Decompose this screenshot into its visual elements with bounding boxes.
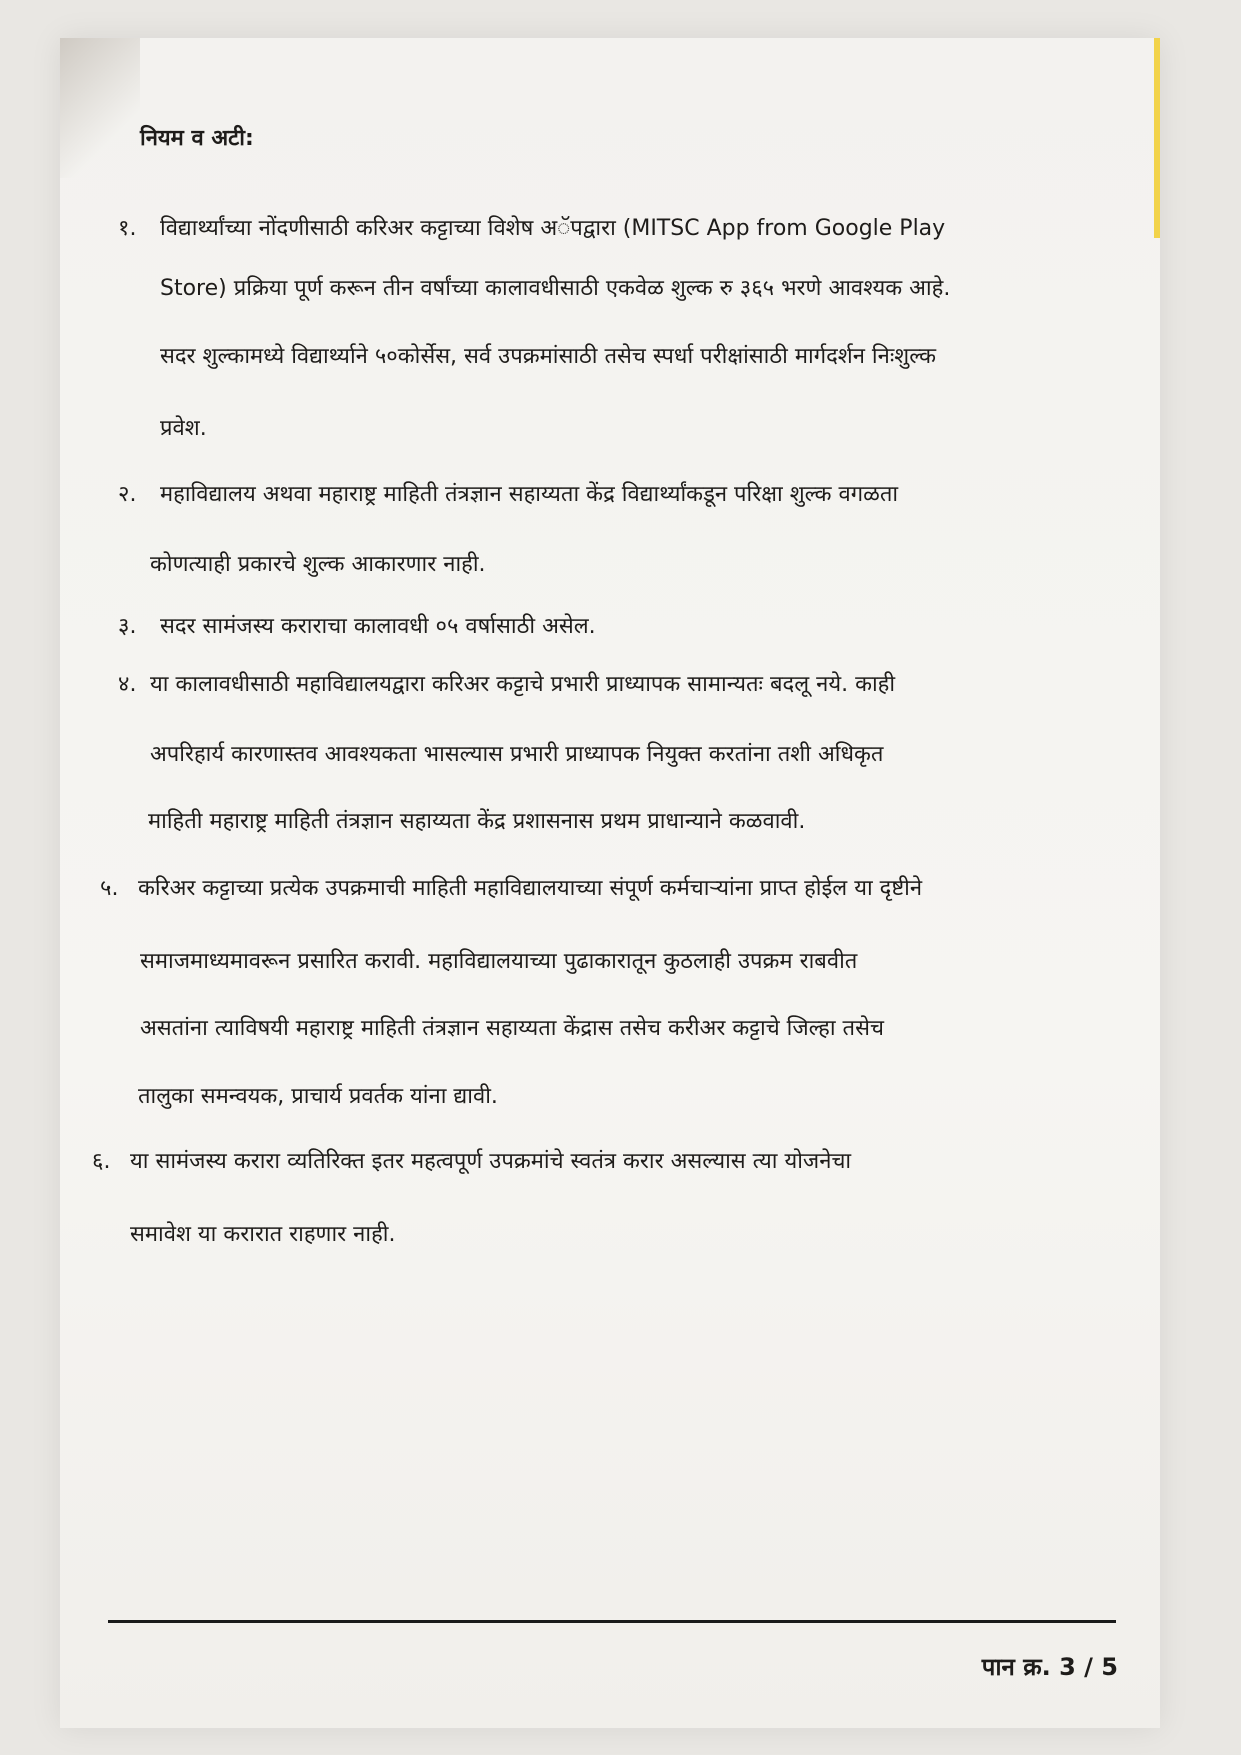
item-number: १. <box>118 216 137 241</box>
item-number: ६. <box>92 1149 111 1174</box>
item-6-line-2: समावेश या करारात राहणार नाही. <box>130 1222 396 1247</box>
footer-divider <box>108 1620 1116 1623</box>
item-5-line-2: समाजमाध्यमावरून प्रसारित करावी. महाविद्यालयाच्या पुढाकारातून कुठलाही उपक्रम राबवीत <box>140 949 858 974</box>
item-4-line-1: या कालावधीसाठी महाविद्यालयद्वारा करिअर कट्टाचे प्रभारी प्राध्यापक सामान्यतः बदलू नये. काही <box>150 672 896 697</box>
item-1-line-2: Store) प्रक्रिया पूर्ण करून तीन वर्षांच्या कालावधीसाठी एकवेळ शुल्क रु ३६५ भरणे आवश्यक आहे. <box>160 276 951 301</box>
page-number <box>982 1650 1118 1683</box>
item-number: ५. <box>100 876 119 901</box>
item-4-line-2: अपरिहार्य कारणास्तव आवश्यकता भासल्यास प्रभारी प्राध्यापक नियुक्त करतांना तशी अधिकृत <box>150 742 884 767</box>
item-2-line-1: महाविद्यालय अथवा महाराष्ट्र माहिती तंत्रज्ञान सहाय्यता केंद्र विद्यार्थ्यांकडून परिक्षा शुल्क वगळता <box>160 482 899 507</box>
item-1-line-4: प्रवेश. <box>160 416 207 441</box>
item-2-line-2: कोणत्याही प्रकारचे शुल्क आकारणार नाही. <box>150 552 486 577</box>
item-1-line-1: विद्यार्थ्यांच्या नोंदणीसाठी करिअर कट्टाच्या विशेष अॅपद्वारा (MITSC App from Google Play <box>160 216 946 241</box>
item-6-line-1: या सामंजस्य करारा व्यतिरिक्त इतर महत्वपूर्ण उपक्रमांचे स्वतंत्र करार असल्यास त्या योजनेचा <box>130 1149 852 1174</box>
item-number: ४. <box>118 672 137 697</box>
page-value: 3 / 5 <box>1059 1653 1118 1681</box>
item-1-line-3: सदर शुल्कामध्ये विद्यार्थ्याने ५०कोर्सेस, सर्व उपक्रमांसाठी तसेच स्पर्धा परीक्षांसाठी मार्गदर्शन निःशुल्क <box>160 344 937 369</box>
item-5-line-1: करिअर कट्टाच्या प्रत्येक उपक्रमाची माहिती महाविद्यालयाच्या संपूर्ण कर्मचाऱ्यांना प्राप्त होईल या दृष्टीने <box>138 876 923 901</box>
item-number: २. <box>118 482 137 507</box>
item-5-line-3: असतांना त्याविषयी महाराष्ट्र माहिती तंत्रज्ञान सहाय्यता केंद्रास तसेच करीअर कट्टाचे जिल्हा तसेच <box>140 1016 884 1041</box>
item-4-line-3: माहिती महाराष्ट्र माहिती तंत्रज्ञान सहाय्यता केंद्र प्रशासनास प्रथम प्राधान्याने कळवावी. <box>148 809 806 834</box>
terms-heading: नियम व अटी: <box>140 126 254 151</box>
item-number: ३. <box>118 614 137 639</box>
item-3-line-1: सदर सामंजस्य कराराचा कालावधी ०५ वर्षासाठी असेल. <box>160 614 596 639</box>
yellow-edge-tab <box>1154 38 1160 238</box>
page-fold-shadow <box>60 38 140 178</box>
page-label: पान क्र. <box>981 1653 1051 1681</box>
item-5-line-4: तालुका समन्वयक, प्राचार्य प्रवर्तक यांना द्यावी. <box>138 1084 498 1109</box>
